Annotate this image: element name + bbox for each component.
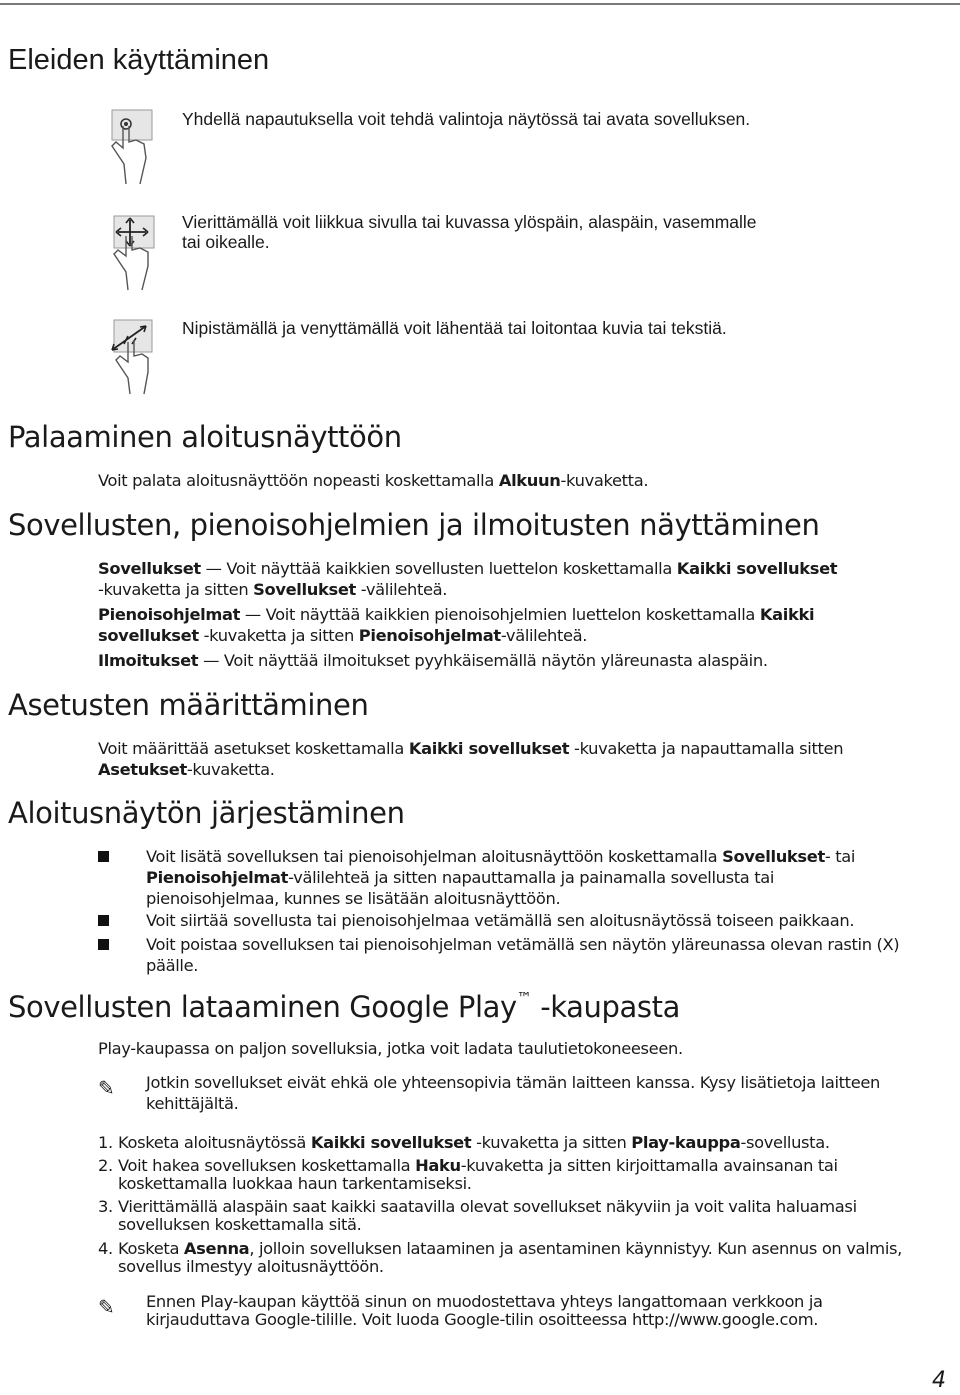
step3-number: 3. bbox=[98, 1197, 113, 1216]
arrange-item3-line1: Voit poistaa sovelluksen tai pienoisohjelman vetämällä sen näytön yläreunassa olevan rastin (X) bbox=[146, 935, 900, 954]
section-title-download: Sovellusten lataaminen Google Play™ -kaupasta bbox=[8, 989, 680, 1024]
step3-line1: Vierittämällä alaspäin saat kaikki saatavilla olevat sovellukset näkyviin ja voit valita haluamasi bbox=[118, 1197, 857, 1216]
apps-para-line1: Sovellukset — Voit näyttää kaikkien sovellusten luettelon koskettamalla Kaikki sovellukset bbox=[98, 559, 838, 578]
gesture-scroll-text-line2: tai oikealle. bbox=[182, 232, 270, 252]
step3-line2: sovelluksen koskettamalla sitä. bbox=[118, 1215, 362, 1234]
gesture-tap-text: Yhdellä napautuksella voit tehdä valintoja näytössä tai avata sovelluksen. bbox=[182, 109, 751, 129]
section-title-arrange: Aloitusnäytön järjestäminen bbox=[8, 796, 405, 830]
arrange-item1-line3: pienoisohjelmaa, kunnes se lisätään aloitusnäyttöön. bbox=[146, 889, 561, 908]
notifications-para: Ilmoitukset — Voit näyttää ilmoitukset pyyhkäisemällä näytön yläreunasta alaspäin. bbox=[98, 651, 768, 670]
tap-gesture-icon bbox=[102, 108, 162, 188]
step4-line2: sovellus ilmestyy aloitusnäyttöön. bbox=[118, 1257, 384, 1276]
bullet-icon bbox=[98, 939, 109, 950]
step1-text: Kosketa aloitusnäytössä Kaikki sovellukset -kuvaketta ja sitten Play-kauppa-sovellusta. bbox=[118, 1133, 830, 1152]
section-title-gestures: Eleiden käyttäminen bbox=[8, 44, 270, 76]
note2-line1: Ennen Play-kaupan käyttöä sinun on muodostettava yhteys langattomaan verkkoon ja bbox=[146, 1292, 823, 1311]
arrange-item1-line1: Voit lisätä sovelluksen tai pienoisohjelman aloitusnäyttöön koskettamalla Sovellukset- tai bbox=[146, 847, 856, 866]
step4-number: 4. bbox=[98, 1239, 113, 1258]
gesture-pinch-text: Nipistämällä ja venyttämällä voit lähentää tai loitontaa kuvia tai tekstiä. bbox=[182, 318, 727, 338]
gesture-scroll-text-line1: Vierittämällä voit liikkua sivulla tai kuvassa ylöspäin, alaspäin, vasemmalle bbox=[182, 212, 757, 232]
pencil-note-icon: ✎ bbox=[98, 1076, 115, 1100]
home-text: Voit palata aloitusnäyttöön nopeasti koskettamalla Alkuun-kuvaketta. bbox=[98, 471, 649, 490]
section-title-apps: Sovellusten, pienoisohjelmien ja ilmoitusten näyttäminen bbox=[8, 508, 820, 542]
top-rule bbox=[0, 3, 960, 5]
step2-line1: Voit hakea sovelluksen koskettamalla Haku-kuvaketta ja sitten kirjoittamalla avainsanan tai bbox=[118, 1156, 838, 1175]
step4-line1: Kosketa Asenna, jolloin sovelluksen lataaminen ja asentaminen käynnistyy. Kun asennus on valmis, bbox=[118, 1239, 902, 1258]
bullet-icon bbox=[98, 915, 109, 926]
note1-line2: kehittäjältä. bbox=[146, 1094, 239, 1113]
step2-number: 2. bbox=[98, 1156, 113, 1175]
widgets-para-line2: sovellukset -kuvaketta ja sitten Pienoisohjelmat-välilehteä. bbox=[98, 626, 588, 645]
note2-line2: kirjauduttava Google-tilille. Voit luoda Google-tilin osoitteessa http://www.google.com. bbox=[146, 1310, 819, 1329]
widgets-para-line1: Pienoisohjelmat — Voit näyttää kaikkien pienoisohjelmien luettelon koskettamalla Kaikki bbox=[98, 605, 815, 624]
scroll-gesture-icon bbox=[102, 212, 162, 292]
step1-number: 1. bbox=[98, 1133, 113, 1152]
page-number: 4 bbox=[932, 1368, 946, 1393]
pencil-note-icon: ✎ bbox=[98, 1295, 115, 1319]
apps-para-line2: -kuvaketta ja sitten Sovellukset -välilehteä. bbox=[98, 580, 448, 599]
section-title-settings: Asetusten määrittäminen bbox=[8, 688, 369, 722]
pinch-gesture-icon bbox=[102, 316, 162, 396]
settings-line1: Voit määrittää asetukset koskettamalla Kaikki sovellukset -kuvaketta ja napauttamalla sitten bbox=[98, 739, 844, 758]
settings-line2: Asetukset-kuvaketta. bbox=[98, 760, 275, 779]
section-title-home: Palaaminen aloitusnäyttöön bbox=[8, 420, 402, 454]
step2-line2: koskettamalla luokkaa haun tarkentamiseksi. bbox=[118, 1174, 472, 1193]
arrange-item2: Voit siirtää sovellusta tai pienoisohjelmaa vetämällä sen aloitusnäytössä toiseen paikkaan. bbox=[146, 911, 855, 930]
download-intro: Play-kaupassa on paljon sovelluksia, jotka voit ladata taulutietokoneeseen. bbox=[98, 1039, 683, 1058]
note1-line1: Jotkin sovellukset eivät ehkä ole yhteensopivia tämän laitteen kanssa. Kysy lisätietoja laitteen bbox=[146, 1073, 881, 1092]
bullet-icon bbox=[98, 851, 109, 862]
arrange-item1-line2: Pienoisohjelmat-välilehteä ja sitten napauttamalla ja painamalla sovellusta tai bbox=[146, 868, 775, 887]
arrange-item3-line2: päälle. bbox=[146, 956, 199, 975]
